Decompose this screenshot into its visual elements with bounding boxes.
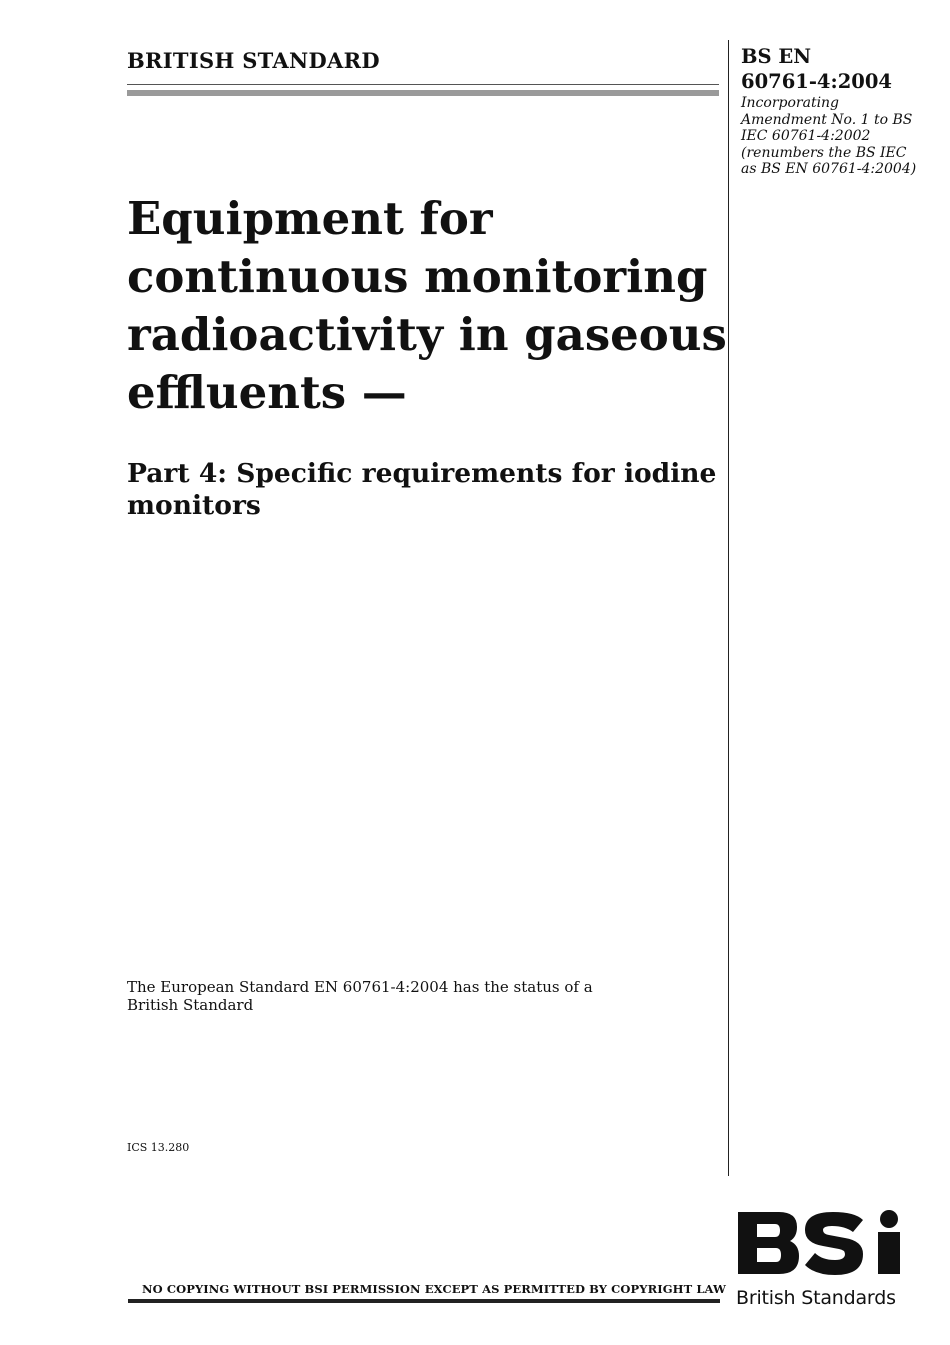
amendment-note: Incorporating Amendment No. 1 to BS IEC 60761-4:2002 (renumbers the BS IEC as BS EN 60761-4:2004) xyxy=(741,95,917,178)
document-subtitle: Part 4: Specific requirements for iodine monitors xyxy=(127,458,717,521)
standard-number-prefix: BS EN xyxy=(741,45,812,68)
sidebar-divider xyxy=(728,40,729,1176)
status-note: The European Standard EN 60761-4:2004 has the status of a British Standard xyxy=(127,978,593,1014)
logo-caption: British Standards xyxy=(736,1287,896,1309)
copyright-notice: NO COPYING WITHOUT BSI PERMISSION EXCEPT AS PERMITTED BY COPYRIGHT LAW xyxy=(142,1282,727,1296)
document-title: Equipment for continuous monitoring radioactivity in gaseous effluents — xyxy=(127,192,727,419)
footer-rule xyxy=(128,1299,720,1303)
header-rule-thin xyxy=(127,84,719,85)
document-type-label: BRITISH STANDARD xyxy=(127,48,380,73)
standard-number-code: 60761-4:2004 xyxy=(741,70,892,93)
bsi-logo-wordmark: BSi xyxy=(735,1208,737,1209)
standard-number xyxy=(741,44,931,94)
header-rule-thick xyxy=(127,90,719,96)
ics-code: ICS 13.280 xyxy=(127,1141,190,1154)
